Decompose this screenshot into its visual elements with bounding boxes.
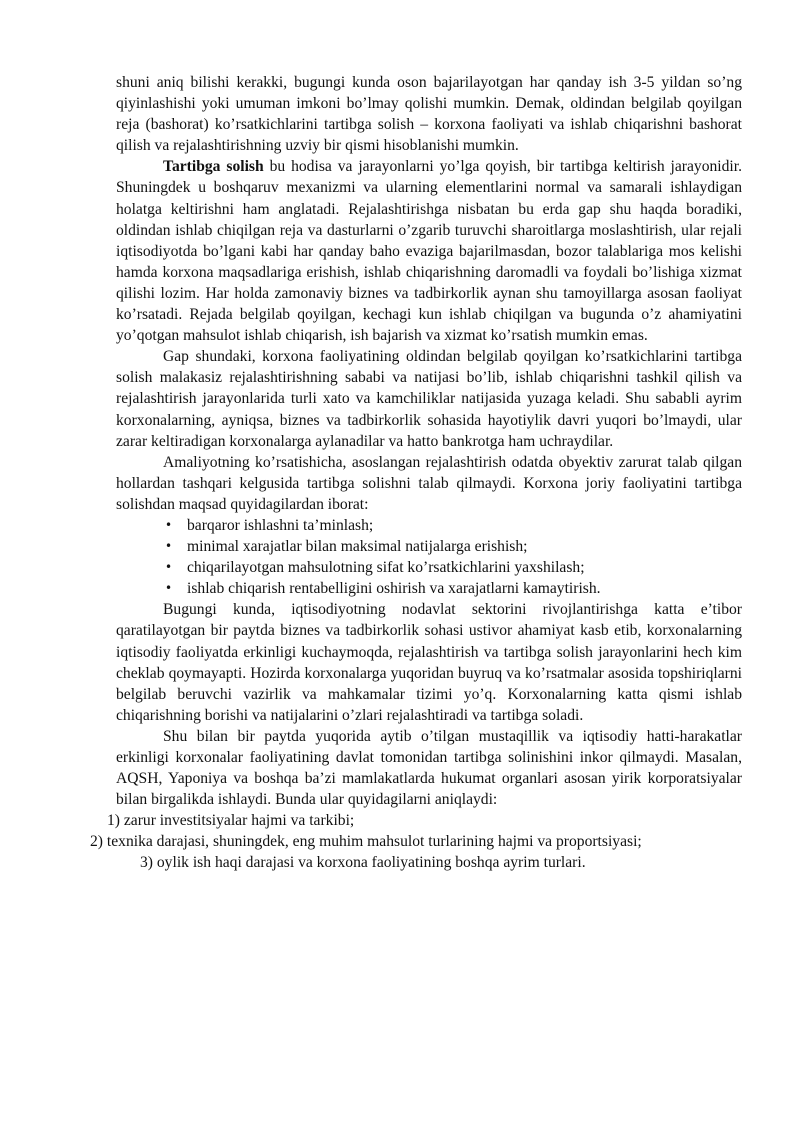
document-page <box>90 72 742 874</box>
paragraph-intro: shuni aniq bilishi kerakki, bugungi kunda oson bajarilayotgan har qanday ish 3-5 yildan so’ng qiyinlashishi yoki umuman imkoni bo’lmay qolishi mumkin. Demak, oldindan belgilab qoyilgan reja (bashorat) ko’rsatkichlarini tartibga solish – korxona faoliyati va ishlab chiqarishni bashorat qilish va rejalashtirishning uzviy bir qismi hisoblanishi mumkin. <box>116 74 742 155</box>
numbered-item-2: 2) texnika darajasi, shuningdek, eng muhim mahsulot turlarining hajmi va proportsiyasi; <box>90 833 642 851</box>
bullet-icon: • <box>165 560 173 575</box>
bullet-item: • ishlab chiqarish rentabelligini oshirish va xarajatlarni kamaytirish. <box>116 578 742 599</box>
numbered-item-3: 3) oylik ish haqi darajasi va korxona faoliyatining boshqa ayrim turlari. <box>140 854 586 872</box>
bullet-icon: • <box>165 581 173 596</box>
bullet-item: • chiqarilayotgan mahsulotning sifat ko’rsatkichlarini yaxshilash; <box>116 557 742 578</box>
paragraph-amaliyot: Amaliyotning ko’rsatishicha, asoslangan rejalashtirish odatda obyektiv zarurat talab qilgan hollardan tashqari kelgusida tartibga solishni talab qilmaydi. Korxona joriy faoliyatini tartibga solishdan maqsad quyidagilardan iborat: <box>116 453 742 513</box>
bullet-icon: • <box>165 539 173 554</box>
paragraph-tartibga-solish <box>116 156 742 346</box>
paragraph-shu-bilan: Shu bilan bir paytda yuqorida aytib o’tilgan mustaqillik va iqtisodiy hatti-harakatlar erkinligi korxonalar faoliyatining davlat tomonidan tartibga solinishini inkor qilmaydi. Masalan, AQSH, Yaponiya va boshqa ba’zi mamlakatlarda hukumat organlari asosan yirik korporatsiyalar bilan birgalikda ishlaydi. Bunda ular quyidagilarni aniqlaydi: <box>116 727 742 809</box>
bullet-item: • barqaror ishlashni ta’minlash; <box>116 515 742 536</box>
paragraph-tartibga-solish-text: bu hodisa va jarayonlarni yo’lga qoyish, bir tartibga keltirish jarayonidir. Shuningdek u boshqaruv mexanizmi va ularning elementlarini normal va samarali ishlaydigan holatga keltirishni ham anglatadi. Rejalashtirishga nisbatan bu erda gap shu haqda boradiki, oldindan ishlab chiqilgan reja va dasturlarni o’zgarib turuvchi sharoitlarga moslashtirish, ular rejali iqtisodiyotda bo’lgani kabi har qanday baho evaziga bajarilmasdan, bozor talablariga mos kelishi hamda korxona maqsadlariga erishish, ishlab chiqarishning daromadli va foydali bo’lishiga xizmat qilishi lozim. Har holda zamonaviy biznes va tadbirkorlik aynan shu tamoyillarga asosan faoliyat ko’rsatadi. Rejada belgilab qoyilgan, kechagi kun ishlab chiqilgan va bugunda o’z ahamiyatini yo’qotgan mahsulot ishlab chiqarish, ish bajarish va xizmat ko’rsatish mumkin emas. <box>116 158 742 345</box>
paragraph-gap-shundaki: Gap shundaki, korxona faoliyatining oldindan belgilab qoyilgan ko’rsatkichlarini tartibga solish malakasiz rejalashtirishning sababi va natijasi bo’lib, ishlab chiqarishni tashkil qilish va rejalashtirish jarayonlarida turli xato va kamchiliklar natijasida yuzaga keladi. Shu sababli ayrim korxonalarning, ayniqsa, biznes va tadbirkorlik sohasida hayotiylik davri yuqori bo’lmaydi, ular zarar keltiradigan korxonalarga aylanadilar va hatto bankrotga ham uchraydilar. <box>116 348 742 450</box>
paragraph-bugungi-kunda: Bugungi kunda, iqtisodiyotning nodavlat sektorini rivojlantirishga katta e’tibor qaratilayotgan bir paytda biznes va tadbirkorlik sohasi ustivor ahamiyat kasb etib, korxonalarning iqtisodiy faoliyatda erkinligi kuchaymoqda, rejalashtirish va tartibga solish jarayonlarini hech kim cheklab qoymayapti. Hozirda korxonalarga yuqoridan buyruq va ko’rsatmalar asosida topshiriqlarni belgilab beruvchi vazirlik va mahkamalar tizimi yo’q. Korxonalarning katta qismi ishlab chiqarishning borishi va natijalarini o’zlari rejalashtiradi va tartibga soladi. <box>116 601 742 724</box>
numbered-item-1: 1) zarur investitsiyalar hajmi va tarkibi; <box>107 812 355 830</box>
bullet-item: • minimal xarajatlar bilan maksimal natijalarga erishish; <box>116 536 742 557</box>
bullet-icon: • <box>165 517 173 532</box>
term-tartibga-solish: Tartibga solish <box>163 158 264 176</box>
goals-bullet-list <box>116 515 742 599</box>
